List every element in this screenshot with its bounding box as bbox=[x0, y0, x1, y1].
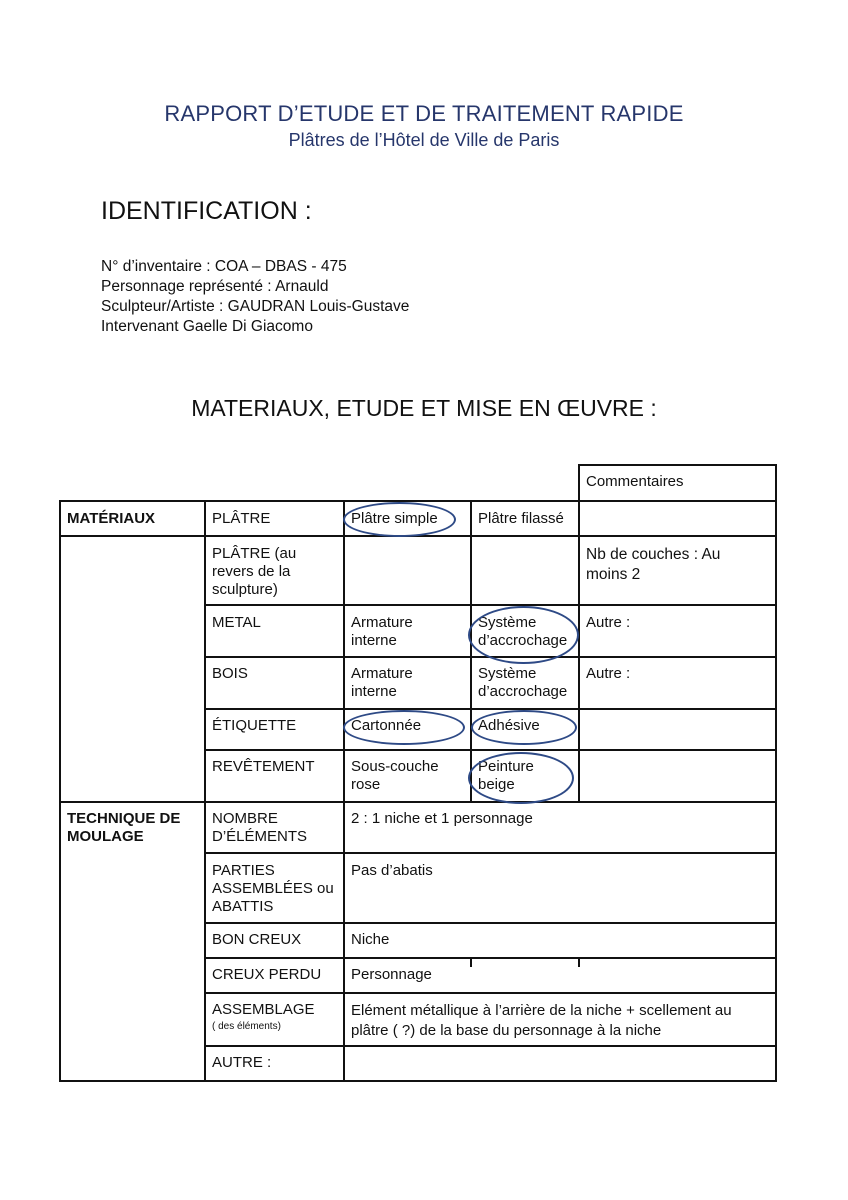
technique-label: TECHNIQUE DE MOULAGE bbox=[67, 810, 181, 845]
row-bon-creux-label: BON CREUX bbox=[212, 931, 302, 948]
row-metal-opt2: Système d’accrochage bbox=[478, 614, 568, 649]
row-platre-label: PLÂTRE bbox=[212, 510, 271, 527]
row-revetement-opt2: Peinture beige bbox=[478, 758, 534, 793]
row-bois-opt2: Système d’accrochage bbox=[478, 665, 568, 700]
row-bois-label: BOIS bbox=[212, 665, 248, 682]
comments-header: Commentaires bbox=[586, 473, 684, 490]
row-revetement-opt1: Sous-couche rose bbox=[351, 758, 439, 793]
row-bois-comment: Autre : bbox=[586, 665, 631, 682]
row-platre-opt1: Plâtre simple bbox=[351, 510, 438, 527]
identification-details bbox=[101, 257, 409, 337]
row-bois-opt1: Armature interne bbox=[351, 665, 413, 700]
row-platre-revers-comment: Nb de couches : Au moins 2 bbox=[586, 546, 721, 583]
selection-oval-adhesive bbox=[471, 710, 577, 745]
row-etiquette-opt1: Cartonnée bbox=[351, 717, 422, 734]
row-creux-perdu-value: Personnage bbox=[351, 966, 432, 983]
selection-oval-peinture-beige bbox=[468, 752, 574, 804]
selection-oval-platre-simple bbox=[343, 502, 456, 537]
row-nombre-label: NOMBRE D’ÉLÉMENTS bbox=[212, 810, 308, 845]
row-metal-comment: Autre : bbox=[586, 614, 631, 631]
row-etiquette-label: ÉTIQUETTE bbox=[212, 717, 297, 734]
sculptor-artist: Sculpteur/Artiste : GAUDRAN Louis-Gustave bbox=[101, 298, 410, 315]
row-revetement-label: REVÊTEMENT bbox=[212, 758, 315, 775]
report-title: RAPPORT D’ETUDE ET DE TRAITEMENT RAPIDE bbox=[164, 101, 684, 126]
selection-oval-systeme-accrochage bbox=[468, 606, 579, 664]
character-represented: Personnage représenté : Arnauld bbox=[101, 278, 329, 295]
selection-oval-cartonnee bbox=[343, 710, 465, 745]
row-parties-value: Pas d’abatis bbox=[351, 862, 433, 879]
row-nombre-value: 2 : 1 niche et 1 personnage bbox=[351, 810, 533, 827]
row-assemblage-value: Elément métallique à l’arrière de la niche + scellement au plâtre ( ?) de la base du personnage à la niche bbox=[351, 1002, 732, 1039]
report-subtitle: Plâtres de l’Hôtel de Ville de Paris bbox=[288, 130, 560, 150]
row-creux-perdu-label: CREUX PERDU bbox=[212, 966, 322, 983]
row-etiquette-opt2: Adhésive bbox=[478, 717, 540, 734]
identification-heading: IDENTIFICATION : bbox=[101, 197, 312, 225]
row-platre-revers-label: PLÂTRE (au revers de la sculpture) bbox=[212, 545, 297, 598]
row-assemblage-label: ASSEMBLAGE bbox=[212, 1001, 315, 1018]
row-autre-label: AUTRE : bbox=[212, 1054, 272, 1071]
row-platre-opt2: Plâtre filassé bbox=[478, 510, 564, 527]
row-metal-opt1: Armature interne bbox=[351, 614, 413, 649]
materials-heading: MATERIAUX, ETUDE ET MISE EN ŒUVRE : bbox=[191, 395, 657, 421]
row-metal-label: METAL bbox=[212, 614, 261, 631]
row-parties-label: PARTIES ASSEMBLÉES ou ABATTIS bbox=[212, 862, 334, 915]
row-bon-creux-value: Niche bbox=[351, 931, 390, 948]
inventory-number: N° d’inventaire : COA – DBAS - 475 bbox=[101, 258, 347, 275]
row-assemblage-sublabel: ( des éléments) bbox=[212, 1021, 281, 1032]
materiaux-label: MATÉRIAUX bbox=[67, 510, 156, 527]
intervenant: Intervenant Gaelle Di Giacomo bbox=[101, 318, 313, 335]
